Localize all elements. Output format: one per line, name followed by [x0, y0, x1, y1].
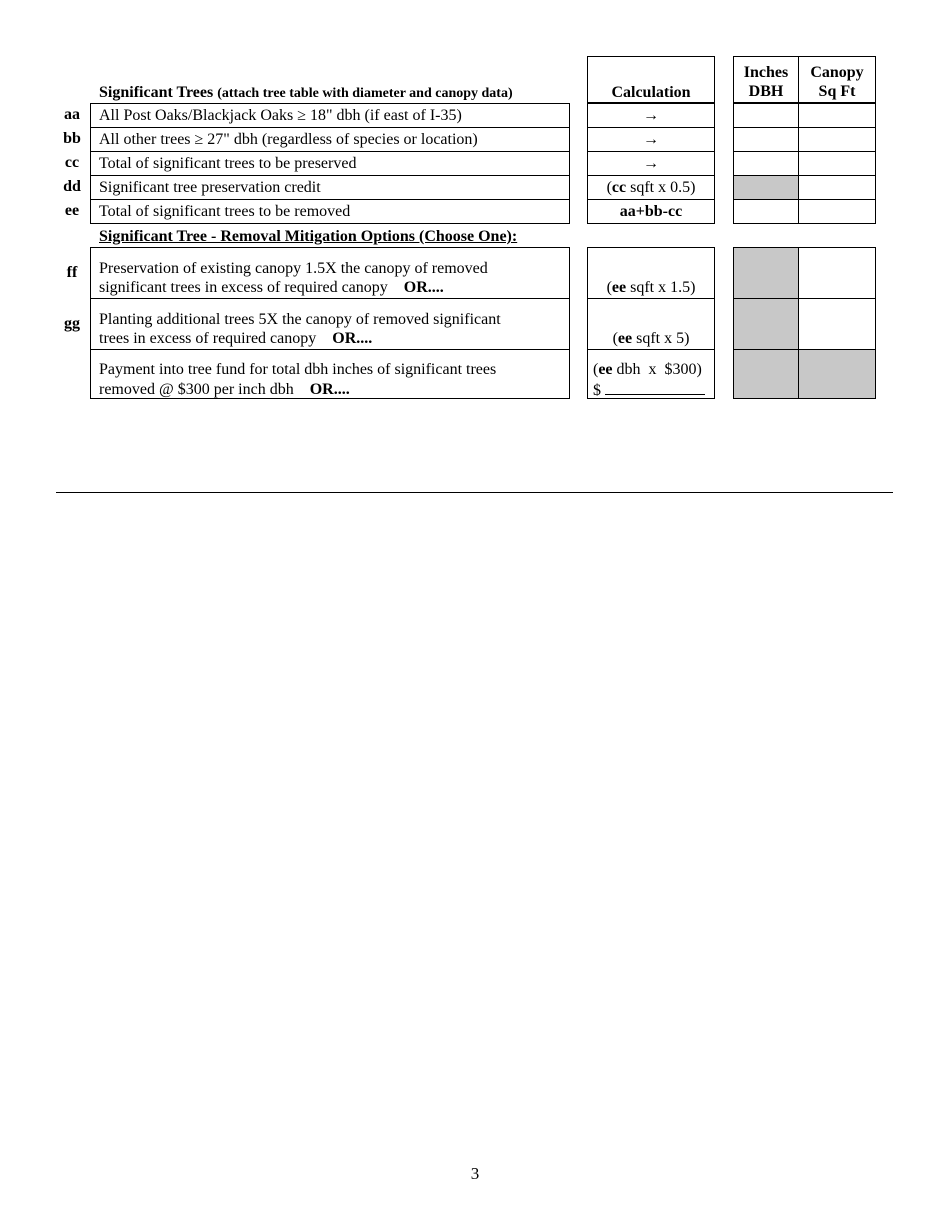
arrow-icon: → — [643, 155, 659, 172]
calc-header-cell — [587, 56, 715, 103]
row-label: All other trees ≥ 27" dbh (regardless of species or location) — [99, 131, 478, 148]
row-code-cc: cc — [64, 154, 80, 171]
row-code-ee: ee — [64, 202, 80, 219]
canopy-header-1: Canopy — [810, 64, 864, 81]
row-calc-cell — [587, 103, 715, 128]
calc-open: ( — [606, 279, 612, 296]
section-title — [99, 83, 513, 104]
arrow-icon: → — [643, 107, 659, 124]
option-label-cell — [90, 298, 570, 350]
calc-rest: sqft x 0.5) — [626, 179, 696, 196]
row-label: Significant tree preservation credit — [99, 179, 321, 196]
row-code-aa: aa — [64, 106, 80, 123]
calc-open: ( — [606, 179, 612, 196]
canopy-header-2: Sq Ft — [818, 83, 856, 100]
option-line-2-text: significant trees in excess of required canopy — [99, 279, 388, 296]
option-line-1: Planting additional trees 5X the canopy of removed significant — [99, 311, 501, 328]
calc-rest: dbh x $300) — [612, 361, 702, 378]
calc-rest: sqft x 1.5) — [626, 279, 696, 296]
row-label-cell — [90, 103, 570, 128]
arrow-icon: → — [643, 131, 659, 148]
calc-header: Calculation — [611, 84, 691, 101]
row-label-cell — [90, 175, 570, 200]
option-calc-cell — [587, 349, 715, 399]
option-calc-cell — [587, 247, 715, 299]
row-calc-cell — [587, 127, 715, 152]
inches-input[interactable] — [733, 151, 799, 176]
row-label: All Post Oaks/Blackjack Oaks ≥ 18" dbh (if east of I-35) — [99, 107, 462, 124]
or-label: OR.... — [309, 381, 350, 398]
row-label-cell — [90, 127, 570, 152]
option-line-2-text: trees in excess of required canopy — [99, 330, 317, 347]
payment-amount[interactable] — [593, 380, 705, 401]
section-title-text: Significant Trees — [99, 84, 214, 101]
row-code-bb: bb — [63, 130, 81, 147]
row-label: Total of significant trees to be removed — [99, 203, 351, 220]
section-note: (attach tree table with diameter and canopy data) — [217, 86, 513, 101]
divider — [56, 492, 893, 493]
row-label: Total of significant trees to be preserved — [99, 155, 357, 172]
option-line-1: Payment into tree fund for total dbh inches of significant trees — [99, 361, 497, 378]
inches-input[interactable] — [733, 103, 799, 128]
calc-formula — [593, 360, 702, 380]
calc-ref: cc — [611, 179, 627, 196]
inches-header-cell — [733, 56, 799, 103]
calc-rest: sqft x 5) — [632, 330, 690, 347]
inches-header-1: Inches — [743, 64, 789, 81]
page-number: 3 — [470, 1164, 480, 1183]
calc-open: ( — [612, 330, 618, 347]
canopy-input[interactable] — [798, 298, 876, 350]
row-calc-cell — [587, 199, 715, 224]
option-line-2 — [99, 278, 444, 298]
option-label-cell — [90, 247, 570, 299]
row-code-dd: dd — [63, 178, 81, 195]
canopy-input[interactable] — [798, 151, 876, 176]
canopy-input[interactable] — [798, 199, 876, 224]
row-code-gg: gg — [64, 315, 80, 332]
or-label: OR.... — [332, 330, 373, 347]
calc-ref: ee — [617, 330, 633, 347]
option-label-cell — [90, 349, 570, 399]
inches-input[interactable] — [733, 199, 799, 224]
option-calc-cell — [587, 298, 715, 350]
row-calc-cell — [587, 175, 715, 200]
inches-shaded-cell — [733, 349, 799, 399]
canopy-input[interactable] — [798, 175, 876, 200]
mitigation-title: Significant Tree - Removal Mitigation Options (Choose One): — [99, 228, 518, 245]
option-line-1: Preservation of existing canopy 1.5X the canopy of removed — [99, 260, 488, 277]
calc-formula — [588, 278, 714, 298]
calc-ref: ee — [598, 361, 613, 378]
calc-formula — [588, 329, 714, 349]
canopy-input[interactable] — [798, 247, 876, 299]
canopy-input[interactable] — [798, 127, 876, 152]
calc-formula — [588, 178, 714, 198]
calc-formula: aa+bb-cc — [619, 203, 683, 220]
payment-blank[interactable] — [605, 380, 705, 395]
inches-shaded-cell — [733, 175, 799, 200]
calc-ref: ee — [611, 279, 627, 296]
inches-input[interactable] — [733, 127, 799, 152]
inches-shaded-cell — [733, 298, 799, 350]
row-label-cell — [90, 151, 570, 176]
option-line-2 — [99, 329, 372, 349]
option-line-2-text: removed @ $300 per inch dbh — [99, 381, 294, 398]
row-calc-cell — [587, 151, 715, 176]
canopy-shaded-cell — [798, 349, 876, 399]
canopy-header-cell — [798, 56, 876, 103]
canopy-input[interactable] — [798, 103, 876, 128]
row-label-cell — [90, 199, 570, 224]
calc-open: ( — [593, 361, 599, 378]
row-code-ff: ff — [66, 264, 78, 281]
or-label: OR.... — [403, 279, 444, 296]
inches-shaded-cell — [733, 247, 799, 299]
inches-header-2: DBH — [748, 83, 784, 100]
dollar-sign: $ — [593, 382, 601, 399]
option-line-2 — [99, 380, 350, 400]
